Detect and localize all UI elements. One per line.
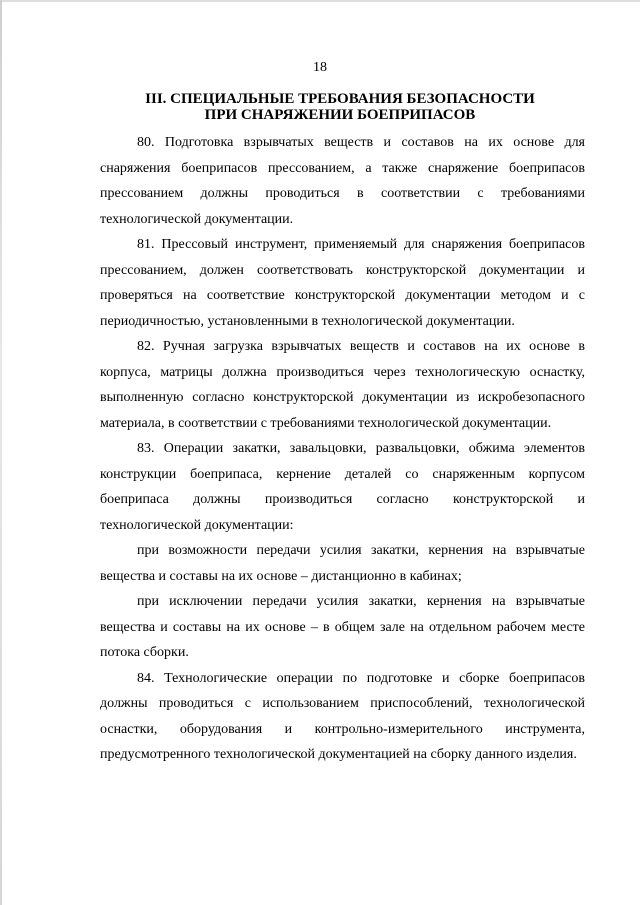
page-number: 18 xyxy=(313,60,327,75)
paragraph-81: 81. Прессовый инструмент, применяемый для снаряжения боеприпасов прессованием, должен соответствовать конструкторской документации и проверяться на соответствие конструкторской документации методом и с периодичностью, установленными в технологической документации. xyxy=(100,237,585,329)
scan-edge-left xyxy=(0,0,2,905)
paragraph-84: 84. Технологические операции по подготовке и сборке боеприпасов должны проводиться с использованием приспособлений, технологической оснастки, оборудования и контрольно-измерительного инструмента, предусмотренного технологической документацией на сборку данного изделия. xyxy=(100,670,585,762)
paragraph-83-item-hall: при исключении передачи усилия закатки, кернения на взрывчатые вещества и составы на их основе – в общем зале на отдельном рабочем месте потока сборки. xyxy=(100,594,585,660)
scan-edge-top xyxy=(0,0,640,2)
paragraph-83-item-remote: при возможности передачи усилия закатки, кернения на взрывчатые вещества и составы на их основе – дистанционно в кабинах; xyxy=(100,543,585,584)
section-heading-line-2: ПРИ СНАРЯЖЕНИИ БОЕПРИПАСОВ xyxy=(204,107,476,123)
paragraph-82: 82. Ручная загрузка взрывчатых веществ и составов на их основе в корпуса, матрицы должна производиться через технологическую оснастку, выполненную согласно конструкторской документации из искробезопасного материала, в соответствии с требованиями технологической документации. xyxy=(100,339,585,431)
section-heading-line-1: III. СПЕЦИАЛЬНЫЕ ТРЕБОВАНИЯ БЕЗОПАСНОСТИ xyxy=(145,91,535,107)
section-heading xyxy=(100,91,580,123)
paragraph-83: 83. Операции закатки, завальцовки, развальцовки, обжима элементов конструкции боеприпаса, кернение деталей со снаряженным корпусом боеприпаса должны производиться согласно конструкторской и технологической документации: xyxy=(100,441,585,533)
paragraph-80: 80. Подготовка взрывчатых веществ и составов на их основе для снаряжения боеприпасов прессованием, а также снаряжение боеприпасов прессованием должны проводиться в соответствии с требованиями технологической документации. xyxy=(100,135,585,227)
document-body xyxy=(100,130,585,768)
